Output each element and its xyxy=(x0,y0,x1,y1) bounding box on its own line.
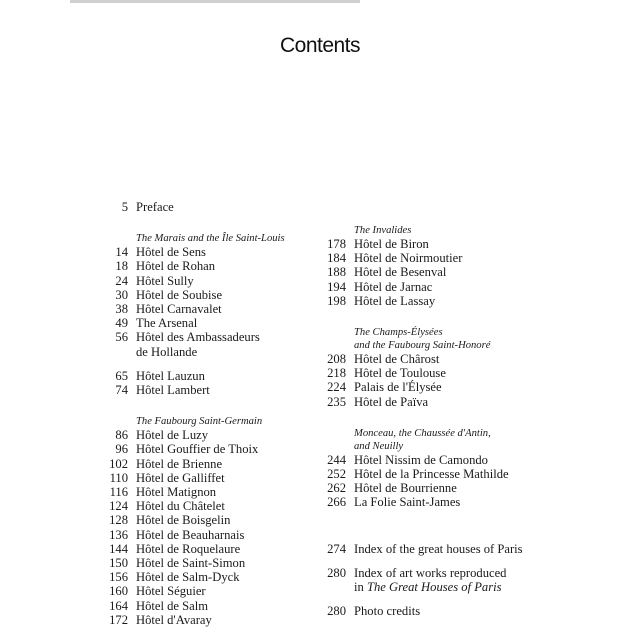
page-number: 266 xyxy=(327,495,346,510)
toc-entry[interactable] xyxy=(318,453,548,467)
toc-entry[interactable] xyxy=(318,237,548,251)
entry-title: Hôtel de Boisgelin xyxy=(136,513,231,528)
page-number: 208 xyxy=(327,352,346,367)
toc-entry[interactable] xyxy=(318,352,548,366)
page-number: 235 xyxy=(327,394,346,409)
page-number: 156 xyxy=(109,570,128,585)
entry-title: Hôtel Gouffier de Thoix xyxy=(136,442,259,457)
entry-title: La Folie Saint-James xyxy=(354,495,461,510)
page-number: 18 xyxy=(115,259,128,274)
page-number: 102 xyxy=(109,456,128,471)
page-number: 30 xyxy=(115,287,128,302)
section-heading xyxy=(318,427,548,453)
page-number: 74 xyxy=(115,383,128,398)
toc-entry[interactable] xyxy=(100,442,310,456)
page-number: 274 xyxy=(327,541,346,556)
toc-left-column xyxy=(100,200,310,627)
entry-title: The Arsenal xyxy=(136,316,198,331)
page-number: 144 xyxy=(109,541,128,556)
toc-entry[interactable] xyxy=(100,485,310,499)
page-number: 136 xyxy=(109,527,128,542)
page-number: 198 xyxy=(327,293,346,308)
toc-right-column xyxy=(318,224,548,618)
entry-title-line: de Hollande xyxy=(136,344,198,359)
entry-title: Hôtel d'Avaray xyxy=(136,612,212,627)
entry-title: Hôtel de Luzy xyxy=(136,428,209,443)
page-number: 24 xyxy=(115,273,128,288)
section-heading-line: The Champs-Élysées xyxy=(354,327,443,339)
entry-title: Hôtel de Soubise xyxy=(136,287,223,302)
page-number: 244 xyxy=(327,452,346,467)
page-title: Contents xyxy=(279,34,361,57)
section-heading-line: The Faubourg Saint-Germain xyxy=(136,416,263,428)
toc-entry[interactable] xyxy=(100,542,310,556)
toc-entry[interactable] xyxy=(100,556,310,570)
page-number: 56 xyxy=(115,330,128,345)
entry-title: Hôtel de Saint-Simon xyxy=(136,556,246,571)
entry-title: Hôtel de Besenval xyxy=(354,265,447,280)
entry-title: Hôtel de Rohan xyxy=(136,259,216,274)
entry-title: Hôtel de Sens xyxy=(136,245,206,260)
page-number: 110 xyxy=(109,470,128,485)
section-heading-line: The Marais and the Île Saint-Louis xyxy=(136,233,285,245)
section-heading-line: The Invalides xyxy=(354,225,412,236)
page-number: 252 xyxy=(327,467,346,482)
entry-title: Hôtel du Châtelet xyxy=(136,499,225,514)
page-number: 194 xyxy=(327,279,346,294)
toc-entry[interactable] xyxy=(100,369,310,383)
page-number: 5 xyxy=(121,200,128,214)
page-number: 128 xyxy=(109,513,128,528)
entry-title: Preface xyxy=(136,200,174,214)
entry-title: Hôtel de la Princesse Mathilde xyxy=(354,467,509,482)
toc-entry[interactable] xyxy=(100,570,310,584)
page-number: 262 xyxy=(327,481,346,496)
section-heading xyxy=(100,232,310,245)
toc-entry[interactable] xyxy=(318,481,548,495)
toc-entry[interactable] xyxy=(100,259,310,273)
page-number: 96 xyxy=(115,442,128,457)
entry-title: Hôtel Séguier xyxy=(136,584,206,599)
page-number: 224 xyxy=(327,380,346,395)
entry-title: Hôtel de Beauharnais xyxy=(136,527,245,542)
page-number: 280 xyxy=(327,604,346,619)
entry-title: Hôtel de Roquelaure xyxy=(136,541,241,556)
page-number: 188 xyxy=(327,265,346,280)
toc-entry[interactable] xyxy=(100,457,310,471)
toc-entry[interactable] xyxy=(100,302,310,316)
entry-title: Hôtel de Chârost xyxy=(354,352,440,367)
toc-entry[interactable] xyxy=(318,495,548,509)
toc-entry[interactable] xyxy=(100,274,310,288)
page-number: 164 xyxy=(109,598,128,613)
page-number: 150 xyxy=(109,556,128,571)
entry-title xyxy=(354,566,548,594)
toc-entry-photo-credits[interactable] xyxy=(318,604,548,618)
toc-entry[interactable] xyxy=(318,467,548,481)
toc-entry-index-houses[interactable] xyxy=(318,542,548,556)
entry-title: Hôtel de Lassay xyxy=(354,293,436,308)
page-number: 14 xyxy=(115,245,128,260)
entry-title xyxy=(136,330,310,358)
entry-title: Hôtel de Brienne xyxy=(136,456,223,471)
toc-entry-preface[interactable] xyxy=(100,200,310,214)
entry-title: Hôtel de Toulouse xyxy=(354,366,446,381)
page-number: 65 xyxy=(115,368,128,383)
page-number: 218 xyxy=(327,366,346,381)
toc-entry[interactable] xyxy=(100,471,310,485)
page-number: 38 xyxy=(115,302,128,317)
toc-entry[interactable] xyxy=(100,245,310,259)
entry-title: Hôtel Lauzun xyxy=(136,368,205,383)
entry-title: Hôtel de Bourrienne xyxy=(354,481,457,496)
book-title: The Great Houses of Paris xyxy=(366,580,502,595)
page-number: 178 xyxy=(327,237,346,251)
entry-title: Palais de l'Élysée xyxy=(354,380,442,395)
entry-title: Hôtel de Jarnac xyxy=(354,279,433,294)
page-number: 49 xyxy=(115,316,128,331)
toc-entry[interactable] xyxy=(100,513,310,527)
section-heading xyxy=(318,224,548,237)
entry-title: Hôtel de Salm-Dyck xyxy=(136,570,240,585)
page-number: 86 xyxy=(115,428,128,443)
page-number: 160 xyxy=(109,584,128,599)
entry-title: Hôtel de Païva xyxy=(354,394,429,409)
page-number: 116 xyxy=(109,485,128,500)
entry-title: Hôtel Nissim de Camondo xyxy=(354,452,488,467)
toc-entry[interactable] xyxy=(318,251,548,265)
toc-entry[interactable] xyxy=(318,265,548,279)
toc-entry[interactable] xyxy=(100,499,310,513)
toc-entry[interactable] xyxy=(318,294,548,308)
toc-entry[interactable] xyxy=(100,316,310,330)
entry-title: Hôtel de Biron xyxy=(354,237,429,251)
toc-entry[interactable] xyxy=(100,428,310,442)
toc-entry[interactable] xyxy=(318,280,548,294)
entry-title-line: Hôtel des Ambassadeurs xyxy=(136,330,260,345)
section-heading-line: Monceau, the Chaussée d'Antin, xyxy=(354,427,491,439)
toc-entry[interactable] xyxy=(100,599,310,613)
page-number: 280 xyxy=(327,565,346,580)
toc-entry[interactable] xyxy=(100,584,310,598)
entry-title: Hôtel de Noirmoutier xyxy=(354,251,463,266)
entry-title: Hôtel de Galliffet xyxy=(136,470,225,485)
entry-title: Hôtel de Salm xyxy=(136,598,209,613)
toc-entry-index-art[interactable] xyxy=(318,566,548,594)
entry-title-prefix: in xyxy=(354,580,367,595)
toc-entry[interactable] xyxy=(318,380,548,394)
toc-entry[interactable] xyxy=(318,395,548,409)
entry-title: Hôtel Sully xyxy=(136,273,194,288)
entry-title: Hôtel Carnavalet xyxy=(136,302,222,317)
toc-entry[interactable] xyxy=(100,613,310,627)
section-heading xyxy=(318,326,548,352)
section-heading-line: and Neuilly xyxy=(354,440,404,452)
section-heading-line: and the Faubourg Saint-Honoré xyxy=(354,340,491,352)
entry-title-line: Index of art works reproduced xyxy=(354,565,507,580)
page-number: 172 xyxy=(109,612,128,627)
page-number: 124 xyxy=(109,499,128,514)
top-rule xyxy=(70,0,360,3)
page-number: 184 xyxy=(327,251,346,266)
toc-entry[interactable] xyxy=(100,288,310,302)
toc-entry[interactable] xyxy=(100,528,310,542)
entry-title: Photo credits xyxy=(354,604,421,619)
entry-title: Index of the great houses of Paris xyxy=(354,541,523,556)
toc-entry[interactable] xyxy=(100,330,310,358)
toc-entry[interactable] xyxy=(318,366,548,380)
entry-title: Hôtel Lambert xyxy=(136,383,210,398)
entry-title: Hôtel Matignon xyxy=(136,485,217,500)
section-heading xyxy=(100,415,310,428)
toc-entry[interactable] xyxy=(100,383,310,397)
